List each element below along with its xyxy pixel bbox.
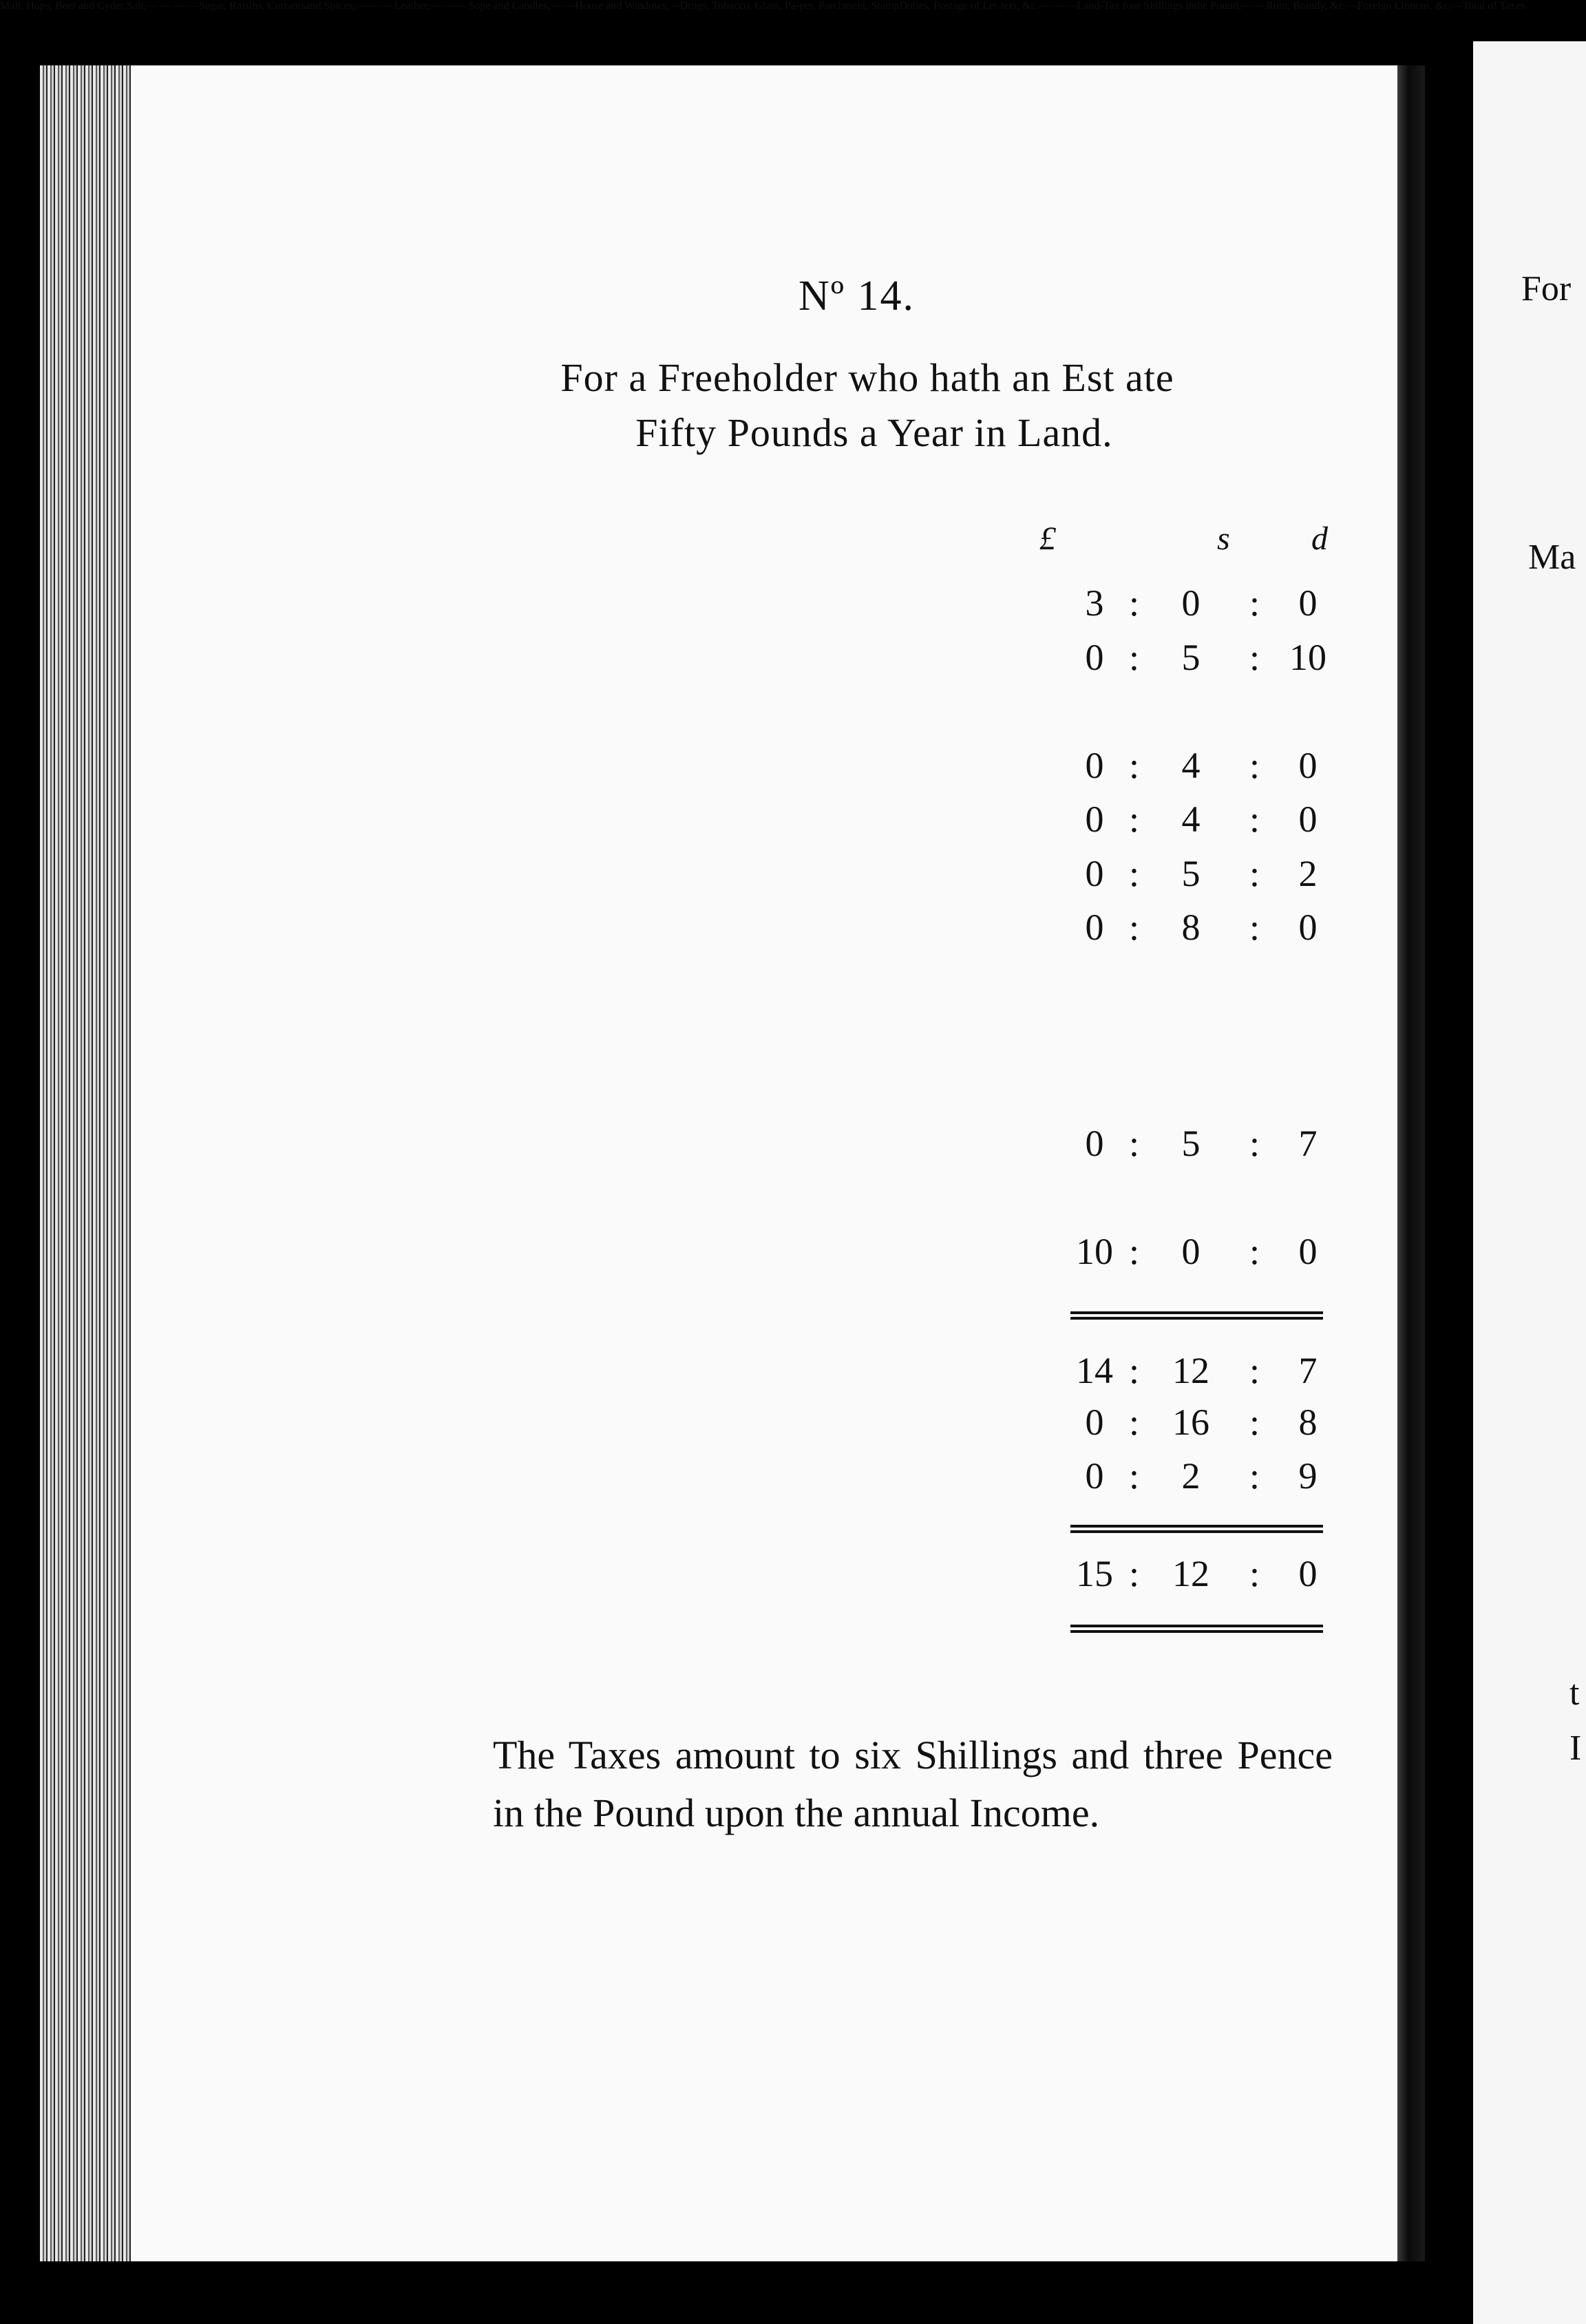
shillings-value: 4 [1181,744,1201,786]
colon-separator: : [1249,636,1260,678]
shillings-value: 5 [1181,636,1201,678]
shillings-value: 12 [1172,1350,1209,1391]
pounds-value: 0 [1085,1123,1104,1164]
pence-value: 2 [1298,852,1318,894]
leader-dashes: — [1346,0,1357,12]
colon-separator: : [1249,744,1260,786]
colon-separator: : [1129,1402,1140,1443]
pence-value: 0 [1298,582,1318,624]
pounds-value: 0 [1085,852,1104,894]
sum-rule [1070,1311,1323,1314]
pence-value: 9 [1298,1455,1318,1497]
tax-item-label: House and Windows, [575,0,669,12]
colon-separator: : [1129,907,1140,948]
pence-value: 8 [1298,1402,1318,1443]
colon-separator: : [1249,1350,1260,1391]
pounds-value: 0 [1085,799,1104,840]
pence-value: 10 [1289,636,1326,678]
page-title-line-2: Fifty Pounds a Year in Land. [635,410,1113,455]
facing-page-fragment: For [1521,269,1572,308]
tax-item-label: the Pound, [1194,0,1242,12]
leader-dashes: — [668,0,680,12]
tax-item-label: Salt, [126,0,147,12]
pounds-value: 14 [1076,1350,1113,1391]
pounds-value: 0 [1085,636,1104,678]
colon-separator: : [1129,744,1140,786]
facing-page-fragment: t [1569,1673,1580,1713]
colon-separator: : [1249,907,1260,948]
colon-separator: : [1249,799,1260,840]
pence-value: 0 [1298,744,1318,786]
colon-separator: : [1129,1455,1140,1497]
shillings-value: 2 [1181,1455,1201,1497]
pounds-column-header: £ [1039,520,1056,557]
colon-separator: : [1249,1123,1260,1164]
pence-value: 7 [1298,1350,1318,1391]
tax-item-label: and Spices, [305,0,356,12]
pounds-value: 0 [1085,1402,1104,1443]
sum-rule [1070,1525,1323,1528]
sum-rule [1070,1317,1323,1320]
pounds-value: 0 [1085,744,1104,786]
pounds-value: 15 [1076,1553,1113,1594]
book-gutter [1397,65,1425,2261]
tax-item-label: per, Parchment, Stamp [799,0,900,12]
page-edge [40,65,143,2261]
pounds-value: 3 [1085,582,1104,624]
leader-dashes: — — — [430,0,469,12]
leader-dashes: — — [550,0,575,12]
sum-rule [1070,1530,1323,1533]
pence-value: 0 [1298,1553,1318,1594]
tax-item-label: Land-Tax four Shillings in [1077,0,1194,12]
tax-item-label: Foreign Linnens, &c. [1357,0,1452,12]
shillings-value: 5 [1181,1123,1201,1164]
colon-separator: : [1249,852,1260,894]
shillings-value: 0 [1181,582,1201,624]
facing-page-fragment: Ma [1528,538,1576,577]
pounds-value: 0 [1085,907,1104,948]
colon-separator: : [1129,582,1140,624]
colon-separator: : [1129,1350,1140,1391]
pence-value: 0 [1298,907,1318,948]
pence-column-header: d [1311,520,1328,557]
leader-dashes: — — — [1038,0,1077,12]
colon-separator: : [1249,1455,1260,1497]
tax-item-label: Drugs, Tobacco, Glass, Pa- [679,0,800,12]
colon-separator: : [1249,1402,1260,1443]
tax-item-label: Sope and Candles, [468,0,551,12]
pence-value: 7 [1298,1123,1318,1164]
tax-item-label: Duties, Postage of Let- [899,0,1002,12]
shillings-column-header: s [1217,520,1230,557]
total-label: Total of Taxes [1462,0,1525,12]
table-number: Nº 14. [799,273,915,319]
colon-separator: : [1129,1553,1140,1594]
colon-separator: : [1129,1123,1140,1164]
tax-item-label: Sugar, Raisins, Currants [198,0,306,12]
shillings-value: 5 [1181,852,1201,894]
tax-item-label: Leather, [394,0,430,12]
shillings-value: 16 [1172,1402,1209,1443]
colon-separator: : [1129,1231,1140,1272]
leader-dashes: — — — — [146,0,199,12]
pence-value: 0 [1298,799,1318,840]
pounds-value: 10 [1076,1231,1113,1272]
shillings-value: 8 [1181,907,1201,948]
pence-value: 0 [1298,1231,1318,1272]
facing-page [1473,41,1586,2324]
leader-dashes: — — — [355,0,394,12]
colon-separator: : [1129,799,1140,840]
tax-item-label: ters, &c. [1001,0,1039,12]
shillings-value: 4 [1181,799,1201,840]
colon-separator: : [1129,636,1140,678]
tax-item-label: Malt, Hops, Beer and Cyder, [0,0,127,12]
shillings-value: 0 [1181,1231,1201,1272]
colon-separator: : [1129,852,1140,894]
summary-paragraph: The Taxes amount to six Shillings and three Pence in the Pound upon the annual Income. [493,1733,1333,1835]
tax-item-label: Rum, Brandy, &c. [1266,0,1346,12]
leader-dashes: — [1451,0,1463,12]
colon-separator: : [1249,1231,1260,1272]
page-title-line-1: For a Freeholder who hath an Est ate [560,355,1174,400]
colon-separator: : [1249,582,1260,624]
leader-dashes: — — [1241,0,1267,12]
shillings-value: 12 [1172,1553,1209,1594]
facing-page-fragment: I [1569,1729,1582,1768]
sum-rule [1070,1625,1323,1627]
colon-separator: : [1249,1553,1260,1594]
pounds-value: 0 [1085,1455,1104,1497]
sum-rule [1070,1630,1323,1633]
